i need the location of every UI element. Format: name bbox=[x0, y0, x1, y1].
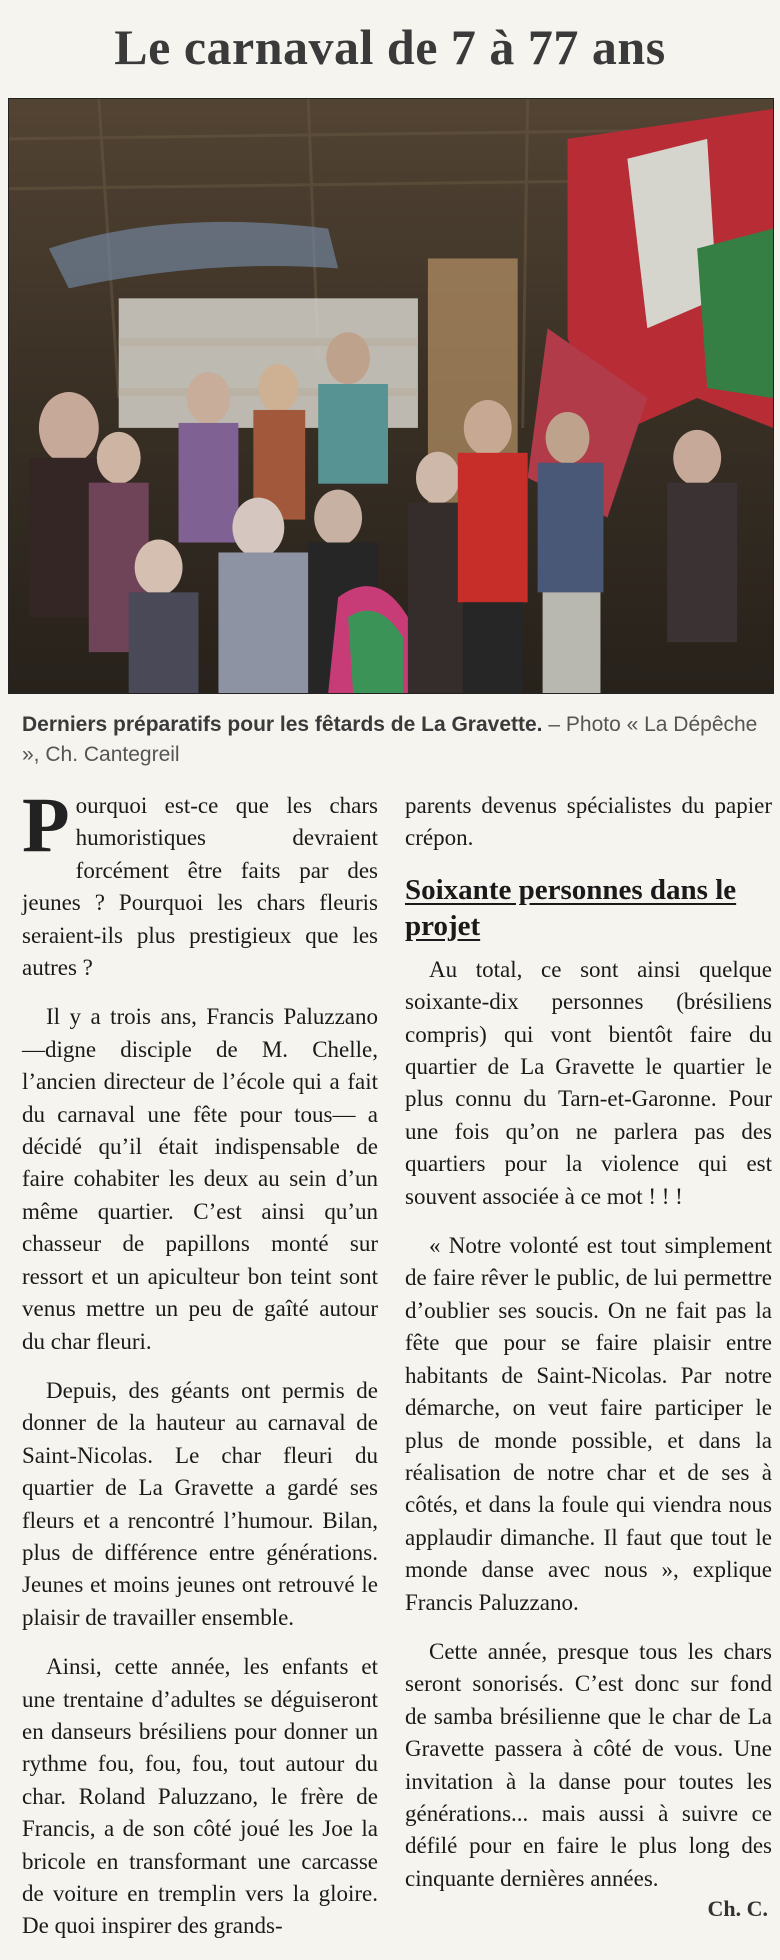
paragraph-continued: parents devenus spécialistes du papier crépon. bbox=[405, 793, 772, 851]
paragraph: Au total, ce sont ainsi quelque soixante-dix personnes (brésiliens compris) qui vont bientôt faire du quartier de La Gravette le quartier le plus connu du Tarn-et-Garonne. Pour une fois qu’on ne parlera pas des quartiers pour la violence qui est souvent associée à ce mot ! ! ! bbox=[405, 956, 772, 1209]
caption-credit: – Photo « La Dépêche », Ch. Cantegreil bbox=[22, 713, 758, 766]
paragraph: Ainsi, cette année, les enfants et une trentaine d’adultes se déguiseront en danseurs brésiliens pour donner un rythme fou, fou, fou, tout autour du char. Roland Paluzzano, le frère de Francis, a de son côté joué les Joe la bricole en transformant une carcasse de voiture en tremplin vers la gloire. De quoi inspirer des grands- bbox=[22, 1654, 378, 1939]
drop-cap: P bbox=[22, 781, 70, 868]
right-column bbox=[405, 790, 772, 1912]
photo-illustration bbox=[9, 99, 773, 693]
paragraph: « Notre volonté est tout simplement de faire rêver le public, de lui permettre d’oublier ses soucis. On ne fait pas la fête que pour se faire plaisir entre habitants de Saint-Nicolas. Par notre démarche, on veut faire participer le plus de monde possible, et dans la réalisation de notre char et de ses à côtés, et dans la foule qui viendra nous applaudir dimanche. Il faut que tout le monde danse avec nous », explique Francis Paluzzano. bbox=[405, 1233, 772, 1615]
subheading: Soixante personnes dans le projet bbox=[405, 873, 737, 942]
paragraph: Il y a trois ans, Francis Paluzzano —digne disciple de M. Chelle, l’ancien directeur de l’école qui a fait du carnaval une fête pour tous— a décidé qu’il était indispensable de faire cohabiter les deux au sein d’un même quartier. C’est ainsi qu’un chasseur de papillons monté sur ressort et un apiculteur bon teint sont venus mettre un peu de gaîté autour du char fleuri. bbox=[22, 1004, 378, 1354]
paragraph: Cette année, presque tous les chars seront sonorisés. C’est donc sur fond de samba brésilienne que le char de La Gravette passera à côté de vous. Une invitation à la danse pour toutes les générations... mais aussi à suivre ce défilé pour en faire le plus long des cinquante dernières années. bbox=[405, 1638, 772, 1891]
author-signature: Ch. C. bbox=[707, 1896, 768, 1921]
paragraph: Depuis, des géants ont permis de donner de la hauteur au carnaval de Saint-Nicolas. Le char fleuri du quartier de La Gravette a gardé ses fleurs et a rencontré l’humour. Bilan, plus de différence entre générations. Jeunes et moins jeunes ont retrouvé le plaisir de travailler ensemble. bbox=[22, 1377, 378, 1630]
left-column bbox=[22, 781, 378, 1960]
news-photo bbox=[8, 98, 774, 694]
headline: Le carnaval de 7 à 77 ans bbox=[114, 19, 666, 75]
paragraph-intro bbox=[22, 781, 378, 984]
caption-main: Derniers préparatifs pour les fêtards de La Gravette. bbox=[22, 713, 543, 736]
paragraph-intro-text: ourquoi est-ce que les chars humoristiques devraient forcément être faits par des jeunes ? Pourquoi les chars fleuris seraient-ils plus prestigieux que les autres ? bbox=[22, 793, 378, 981]
photo-caption bbox=[22, 710, 762, 770]
